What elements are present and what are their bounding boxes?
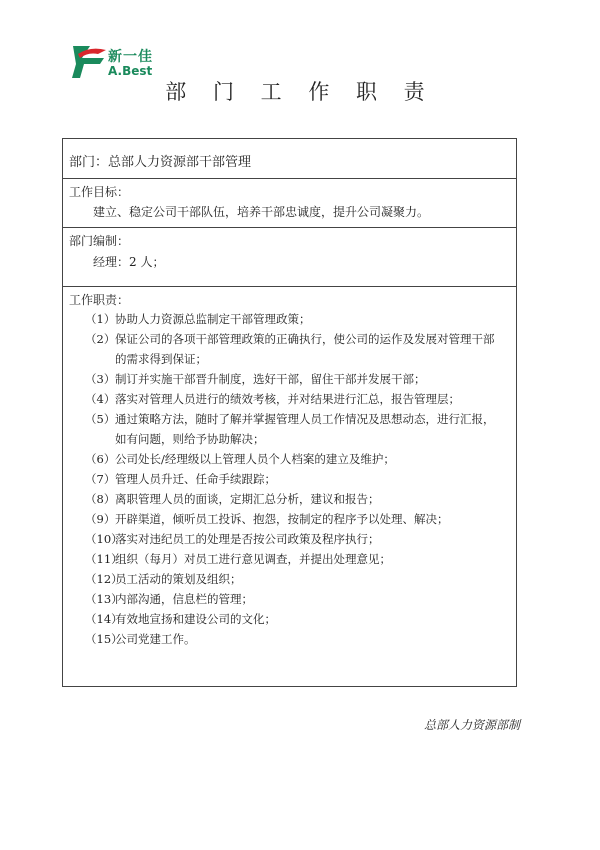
department-label: 部门： [69,155,109,170]
logo-chinese-name: 新一佳 [108,49,153,65]
duty-item-text: 如有问题，则给予协助解决； [115,432,265,446]
duty-item-number: （1） [85,312,116,326]
duties-label: 工作职责： [69,293,130,307]
duty-item-number: （2） [85,332,116,346]
duty-item-text: 内部沟通，信息栏的管理； [115,592,253,606]
duty-item-text: 协助人力资源总监制定干部管理政策； [115,312,311,326]
department-row [63,139,516,179]
company-logo [70,44,180,80]
duty-item-number: （5） [85,412,116,426]
duty-item-number: （7） [85,472,116,486]
duty-item-number: （11） [85,552,123,566]
duty-item-text: 公司处长/经理级以上管理人员个人档案的建立及维护； [115,452,395,466]
duty-item-number: （15） [85,632,123,646]
duty-item-number: （4） [85,392,116,406]
department-value: 总部人力资源部干部管理 [108,155,252,170]
duty-item-number: （13） [85,592,123,606]
goal-text: 建立、稳定公司干部队伍，培养干部忠诚度，提升公司凝聚力。 [93,205,430,219]
duty-item-text: 离职管理人员的面谈，定期汇总分析，建议和报告； [115,492,380,506]
department-line [69,151,251,170]
footer-note: 总部人力资源部制 [423,718,520,732]
duty-item-number: （6） [85,452,116,466]
duty-item-text: 公司党建工作。 [115,632,196,646]
logo-mark-icon [70,44,106,80]
duty-item-text: 管理人员升迁、任命手续跟踪； [115,472,276,486]
duty-item-text: 组织（每月）对员工进行意见调查，并提出处理意见； [115,552,391,566]
staffing-label: 部门编制： [69,234,130,248]
duty-item-number: （12） [85,572,123,586]
page-title: 部 门 工 作 职 责 [165,80,435,104]
duty-item-text: 落实对管理人员进行的绩效考核，并对结果进行汇总，报告管理层； [115,392,460,406]
duty-item-number: （14） [85,612,123,626]
staffing-row [63,228,516,287]
duty-item-text: 保证公司的各项干部管理政策的正确执行，使公司的运作及发展对管理干部 [115,332,495,346]
duty-item-text: 的需求得到保证； [115,352,207,366]
duty-item-number: （10） [85,532,123,546]
duty-item-text: 制订并实施干部晋升制度，选好干部，留住干部并发展干部； [115,372,426,386]
duty-item-text: 有效地宣扬和建设公司的文化； [115,612,276,626]
duty-item-number: （3） [85,372,116,386]
duty-item-text: 员工活动的策划及组织； [115,572,242,586]
goal-label: 工作目标： [69,185,130,199]
staffing-text: 经理：2 人； [93,255,165,269]
duty-item-text: 落实对违纪员工的处理是否按公司政策及程序执行； [115,532,380,546]
goal-row [63,179,516,228]
duty-item-text: 通过策略方法，随时了解并掌握管理人员工作情况及思想动态，进行汇报， [115,412,495,426]
logo-english-name: A.Best [108,64,153,78]
duty-item-number: （9） [85,512,116,526]
duty-item-number: （8） [85,492,116,506]
duty-table [62,138,517,687]
duty-item-text: 开辟渠道，倾听员工投诉、抱怨，按制定的程序予以处理、解决； [115,512,449,526]
